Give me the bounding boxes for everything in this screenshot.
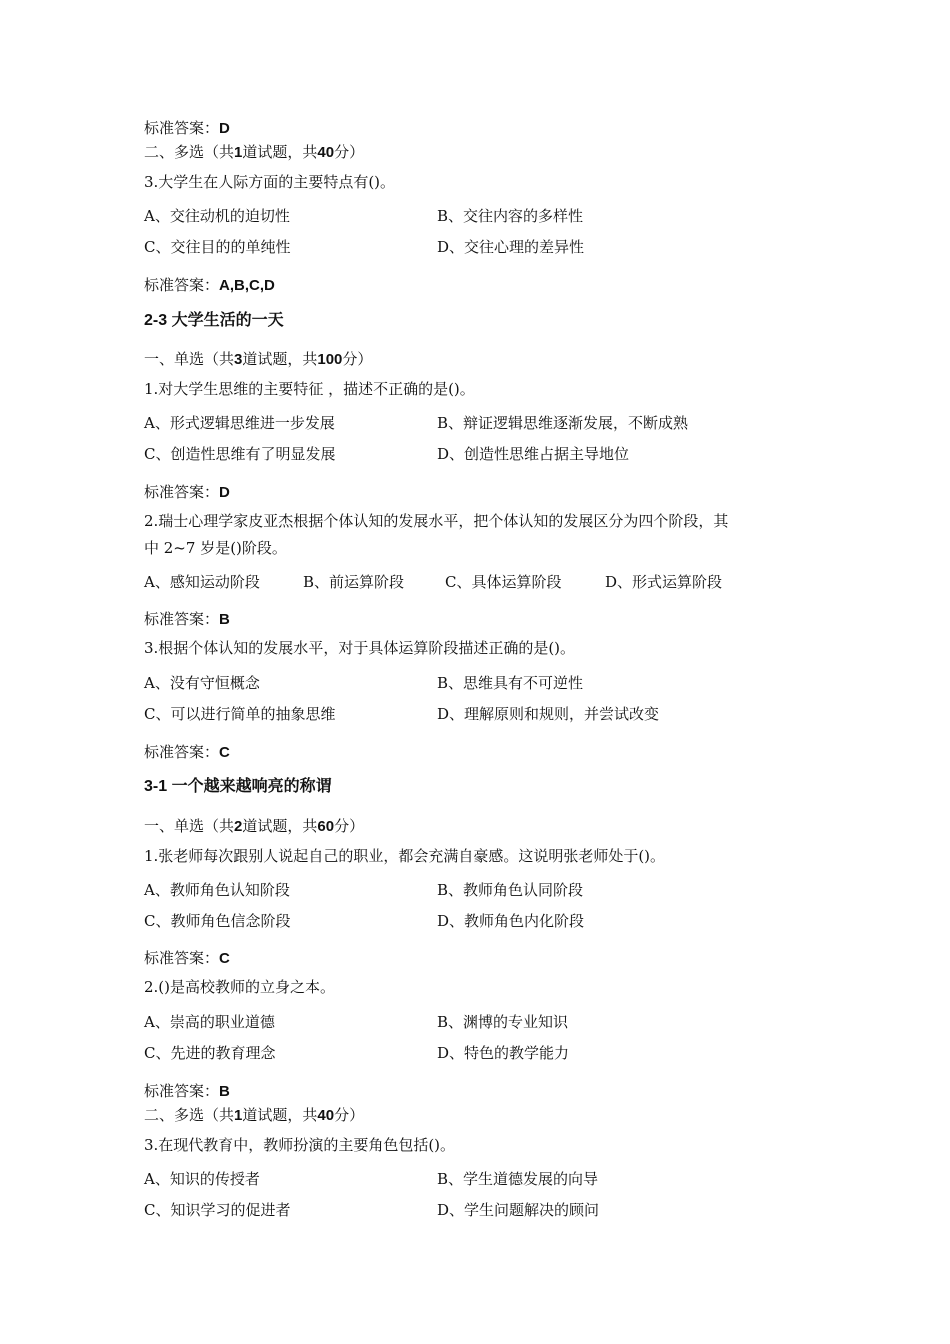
answer-line: 标准答案：A,B,C,D xyxy=(144,276,275,294)
answer-value: C xyxy=(219,744,230,761)
question-text: 2.()是高校教师的立身之本。 xyxy=(144,978,336,996)
answer-value: A,B,C,D xyxy=(219,277,275,294)
question-text: 3.大学生在人际方面的主要特点有()。 xyxy=(144,173,396,191)
answer-value: B xyxy=(219,611,230,628)
section-title: 一、单选（共2道试题，共60分） xyxy=(144,817,365,835)
section-title: 一、单选（共3道试题，共100分） xyxy=(144,350,373,368)
option-d: D、特色的教学能力 xyxy=(437,1044,570,1062)
option-b: B、教师角色认同阶段 xyxy=(437,881,584,899)
option-c: C、教师角色信念阶段 xyxy=(144,912,291,930)
option-b: B、渊博的专业知识 xyxy=(437,1013,569,1031)
section-title: 二、多选（共1道试题，共40分） xyxy=(144,143,365,161)
section-title: 二、多选（共1道试题，共40分） xyxy=(144,1106,365,1124)
question-text-cont: 中 2~7 岁是()阶段。 xyxy=(144,539,287,557)
option-c: C、先进的教育理念 xyxy=(144,1044,276,1062)
option-c: C、可以进行简单的抽象思维 xyxy=(144,705,336,723)
option-b: B、辩证逻辑思维逐渐发展，不断成熟 xyxy=(437,414,689,432)
option-c: C、具体运算阶段 xyxy=(445,573,562,591)
option-c: C、交往目的的单纯性 xyxy=(144,238,291,256)
answer-line: 标准答案：D xyxy=(144,119,230,137)
answer-line: 标准答案：B xyxy=(144,610,230,628)
option-c: C、创造性思维有了明显发展 xyxy=(144,445,336,463)
question-text: 2.瑞士心理学家皮亚杰根据个体认知的发展水平，把个体认知的发展区分为四个阶段，其 xyxy=(144,512,729,530)
option-a: A、没有守恒概念 xyxy=(144,674,260,692)
question-text: 3.根据个体认知的发展水平，对于具体运算阶段描述正确的是()。 xyxy=(144,639,576,657)
option-b: B、交往内容的多样性 xyxy=(437,207,584,225)
option-d: D、形式运算阶段 xyxy=(605,573,723,591)
option-c: C、知识学习的促进者 xyxy=(144,1201,291,1219)
option-a: A、崇高的职业道德 xyxy=(144,1013,275,1031)
option-a: A、形式逻辑思维进一步发展 xyxy=(144,414,335,432)
option-b: B、学生道德发展的向导 xyxy=(437,1170,599,1188)
question-text: 1.对大学生思维的主要特征 ，描述不正确的是()。 xyxy=(144,380,475,398)
answer-line: 标准答案：C xyxy=(144,743,230,761)
option-b: B、前运算阶段 xyxy=(303,573,405,591)
option-b: B、思维具有不可逆性 xyxy=(437,674,584,692)
option-d: D、教师角色内化阶段 xyxy=(437,912,585,930)
option-d: D、学生问题解决的顾问 xyxy=(437,1201,600,1219)
option-a: A、感知运动阶段 xyxy=(144,573,260,591)
option-a: A、教师角色认知阶段 xyxy=(144,881,290,899)
option-d: D、理解原则和规则，并尝试改变 xyxy=(437,705,660,723)
chapter-heading: 2-3 大学生活的一天 xyxy=(144,312,284,329)
answer-line: 标准答案：C xyxy=(144,949,230,967)
question-text: 1.张老师每次跟别人说起自己的职业，都会充满自豪感。这说明张老师处于()。 xyxy=(144,847,666,865)
answer-line: 标准答案：D xyxy=(144,483,230,501)
answer-line: 标准答案：B xyxy=(144,1082,230,1100)
answer-value: D xyxy=(219,484,230,501)
answer-value: D xyxy=(219,120,230,137)
option-d: D、交往心理的差异性 xyxy=(437,238,585,256)
option-a: A、交往动机的迫切性 xyxy=(144,207,290,225)
answer-value: B xyxy=(219,1083,230,1100)
answer-value: C xyxy=(219,950,230,967)
question-text: 3.在现代教育中，教师扮演的主要角色包括()。 xyxy=(144,1136,456,1154)
chapter-heading: 3-1 一个越来越响亮的称谓 xyxy=(144,778,332,795)
option-a: A、知识的传授者 xyxy=(144,1170,260,1188)
option-d: D、创造性思维占据主导地位 xyxy=(437,445,630,463)
